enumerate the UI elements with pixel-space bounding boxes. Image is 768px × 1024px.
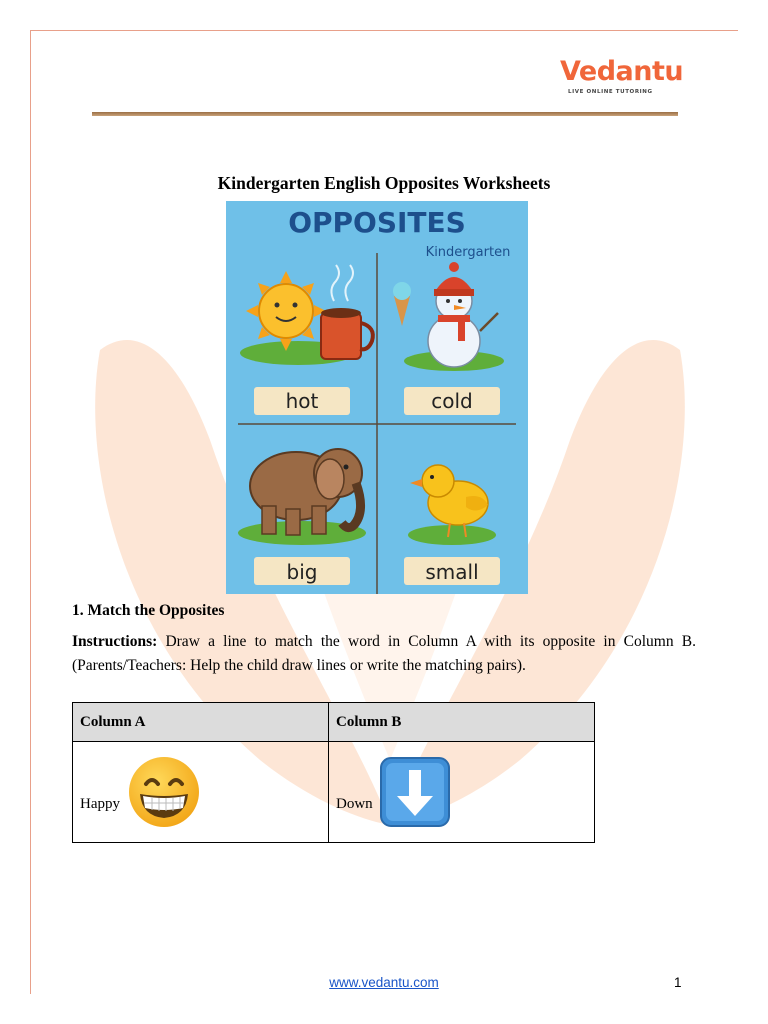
instructions-label: Instructions: bbox=[72, 633, 158, 650]
instructions-text: Draw a line to match the word in Column A with its opposite in Column B. (Parents/Teachers: Help the child draw lines or write the matching pairs). bbox=[72, 633, 696, 674]
down-arrow-icon bbox=[377, 754, 453, 830]
vedantu-logo[interactable] bbox=[560, 56, 684, 100]
grinning-face-icon bbox=[126, 754, 202, 830]
card-label-small: small bbox=[425, 560, 479, 584]
header-rule bbox=[92, 112, 678, 116]
logo-tagline: LIVE ONLINE TUTORING bbox=[568, 89, 653, 95]
illustration-heading: OPPOSITES bbox=[288, 206, 466, 239]
card-label-cold: cold bbox=[431, 389, 473, 413]
column-a-cell bbox=[73, 742, 329, 843]
page-number: 1 bbox=[674, 975, 682, 990]
table-header-row bbox=[73, 703, 595, 742]
opposites-illustration bbox=[226, 201, 528, 594]
table-row bbox=[73, 742, 595, 843]
column-b-header: Column B bbox=[329, 703, 595, 742]
page-title: Kindergarten English Opposites Worksheets bbox=[217, 173, 551, 193]
page-border-top bbox=[30, 30, 738, 31]
word-down: Down bbox=[336, 795, 373, 812]
matching-table bbox=[72, 702, 595, 843]
card-label-big: big bbox=[286, 560, 318, 584]
illustration-subheading: Kindergarten bbox=[425, 245, 511, 260]
footer-link[interactable]: www.vedantu.com bbox=[329, 975, 439, 990]
footer-link-container bbox=[0, 975, 768, 990]
column-a-header: Column A bbox=[73, 703, 329, 742]
column-b-cell bbox=[329, 742, 595, 843]
logo-wordmark: Vedantu bbox=[560, 56, 684, 87]
word-happy: Happy bbox=[80, 795, 120, 812]
card-label-hot: hot bbox=[285, 389, 319, 413]
instructions bbox=[72, 630, 696, 678]
section-heading: 1. Match the Opposites bbox=[72, 602, 225, 619]
